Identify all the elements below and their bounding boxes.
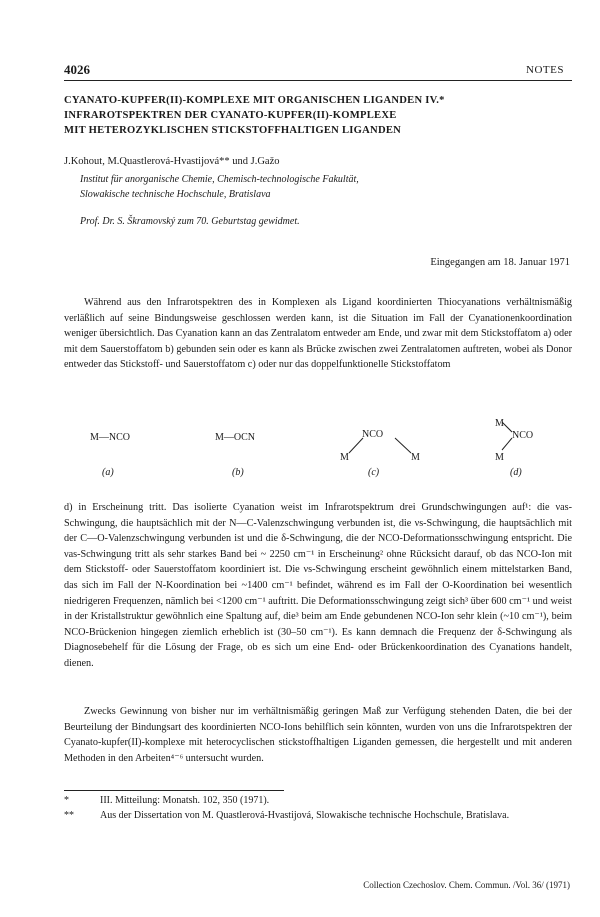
footnote-1 xyxy=(64,794,572,809)
footnote-rule xyxy=(64,790,284,791)
header-rule xyxy=(64,80,572,81)
paragraph-1-text: Während aus den Infrarotspektren des in Komplexen als Ligand koordinierten Thiocyanations verhältnismäßig verläßlich auf seine Bindungsweise geschlossen werden kann, ist die Situation im Fall der Cyanationenkoordination weniger übersichtlich. Das Cyanation kann an das Zentralatom entweder am Ende, und zwar mit dem Stickstoffatom a) oder mit dem Sauerstoffatom b) gebunden sein oder es kann als Brücke zwischen zwei Zentralatomen auftreten, wobei als Donor entweder das Stickstoff- und Sauerstoffatom c) oder nur das doppelfunktionelle Stickstoffatom xyxy=(64,297,572,371)
footnote-2-text: Aus der Dissertation von M. Quastlerová-Hvastijová, Slowakische technische Hochschule, Bratislava. xyxy=(100,809,510,821)
paragraph-2 xyxy=(64,500,572,672)
structure-c-metal-right: M xyxy=(411,452,420,463)
authors: J.Kohout, M.Quastlerová-Hvastijová** und J.Gažo xyxy=(64,156,280,167)
section-label: NOTES xyxy=(526,64,564,76)
structure-d-label: (d) xyxy=(510,467,522,478)
institution-line-1: Institut für anorganische Chemie, Chemisch-technologische Fakultät, xyxy=(80,174,359,185)
structure-a-formula: M—NCO xyxy=(90,432,131,443)
footnote-2 xyxy=(64,809,572,824)
title-line-2: INFRAROTSPEKTREN DER CYANATO-KUPFER(II)-KOMPLEXE xyxy=(64,110,397,121)
title-line-3: MIT HETEROZYKLISCHEN STICKSTOFFHALTIGEN LIGANDEN xyxy=(64,125,402,136)
received-date: Eingegangen am 18. Januar 1971 xyxy=(430,257,570,268)
paragraph-1 xyxy=(64,295,572,373)
journal-footer: Collection Czechoslov. Chem. Commun. /Vol. 36/ (1971) xyxy=(363,880,570,890)
footnote-1-text: III. Mitteilung: Monatsh. 102, 350 (1971). xyxy=(100,795,270,806)
dedication: Prof. Dr. S. Škramovský zum 70. Geburtstag gewidmet. xyxy=(80,216,300,227)
footnote-2-mark: ** xyxy=(64,809,74,821)
title-line-1: CYANATO-KUPFER(II)-KOMPLEXE MIT ORGANISCHEN LIGANDEN IV.* xyxy=(64,95,445,106)
structure-c-bonds xyxy=(335,420,435,470)
structure-a-label: (a) xyxy=(102,467,114,478)
structure-c-group: NCO xyxy=(362,429,384,440)
structure-d-bond-bottom xyxy=(502,438,512,450)
page-number: 4026 xyxy=(64,62,90,77)
structure-c-bond-left xyxy=(349,438,363,453)
structure-c-metal-left: M xyxy=(340,452,349,463)
structure-d-metal-top: M xyxy=(495,418,504,429)
footnote-1-mark: * xyxy=(64,795,69,806)
paragraph-3 xyxy=(64,704,572,766)
structure-b-label: (b) xyxy=(232,467,244,478)
institution-line-2: Slowakische technische Hochschule, Bratislava xyxy=(80,189,271,200)
structure-c-bond-right xyxy=(395,438,411,453)
structure-d-metal-bottom: M xyxy=(495,452,504,463)
structure-d-group: NCO xyxy=(512,430,534,441)
paragraph-2-text: d) in Erscheinung tritt. Das isolierte Cyanation weist im Infrarotspektrum drei Grundschwingungen auf¹: die νas-Schwingung, die hauptsächlich mit der N—C-Valenzschwingung verbunden ist, die νs-Schwingung, die hauptsächlich mit der C—O-Valenzschwingung verbunden ist und die δ-Schwingung, die der NCO-Deformationsschwingung entspricht. Die νas-Schwingung tritt als sehr starkes Band bei ~ 2250 cm⁻¹ in Erscheinung² ohne Rücksicht darauf, ob das NCO-Ion mit dem Stickstoff- oder Sauerstoffatom koordiniert ist. Die νs-Schwingung erscheint gewöhnlich einem mittelstarken Band, das sich im Fall der N-Koordination bei ~1400 cm⁻¹ befindet, während es im Fall der O-Koordination bei wesentlich niedrigeren Frequenzen, nämlich bei <1200 cm⁻¹ auftritt. Die Deformationsschwingung zeigt sich³ über 600 cm⁻¹ und weist in der Kristallstruktur gewöhnlich eine Spaltung auf, die³ beim am Ende gebundenen NCO-Ion sehr klein (~10 cm⁻¹), beim NCO-Brückenion hingegen ziemlich erheblich ist (30–50 cm⁻¹). Es kann demnach die Frequenz der δ-Schwingung als Diagnosebehelf für die Lösung der Frage, ob es sich um eine End- oder Brückenkoordination des Cyanations handelt, dienen. xyxy=(64,502,572,669)
structure-c-label: (c) xyxy=(368,467,380,478)
structure-b-formula: M—OCN xyxy=(215,432,256,443)
footnotes xyxy=(64,794,572,823)
paragraph-3-text: Zwecks Gewinnung von bisher nur im verhältnismäßig geringen Maß zur Verfügung stehenden Daten, die bei der Beurteilung der Bindungsart des koordinierten NCO-Ions behilflich sein könnten, wurden von uns die Infrarotspektren der Cyanato-kupfer(II)-komplexe mit heterocyclischen stickstoffhaltigen Liganden gemessen, die hergestellt und mit anderen Methoden in den Arbeiten⁴⁻⁶ untersucht wurden. xyxy=(64,706,572,764)
